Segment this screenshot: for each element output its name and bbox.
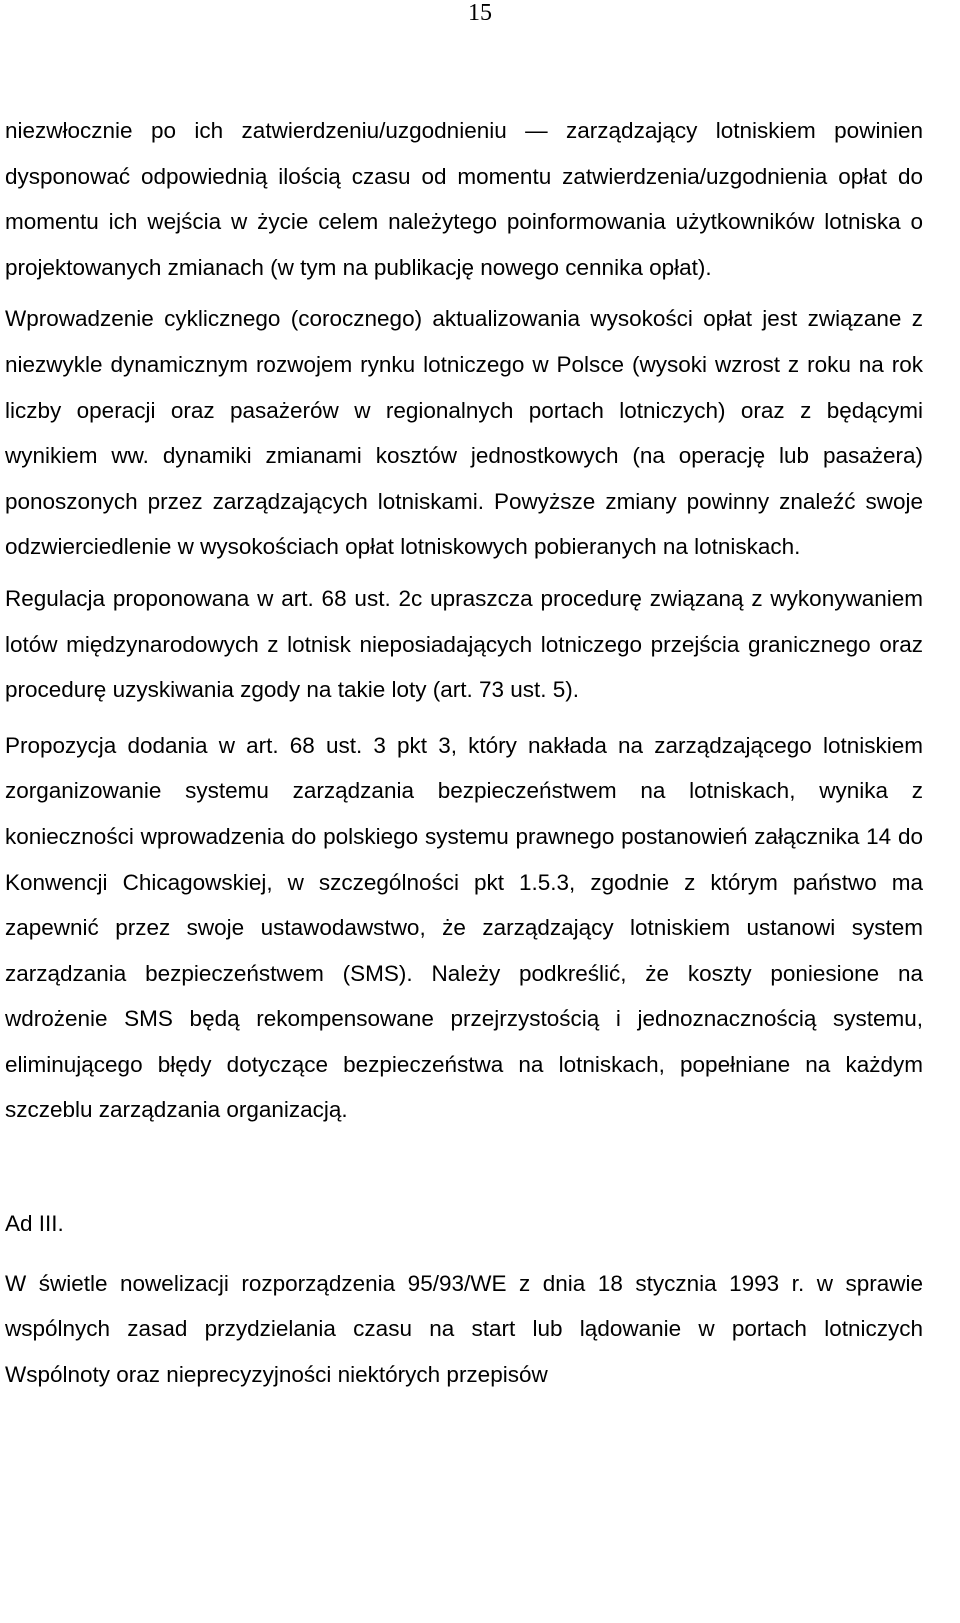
paragraph-annual-fee-update: Wprowadzenie cyklicznego (corocznego) aktualizowania wysokości opłat jest związane z niezwykle dynamicznym rozwojem rynku lotniczego w Polsce (wysoki wzrost z roku na rok liczby operacji oraz pasażerów w regionalnych portach lotniczych) oraz z będącymi wynikiem ww. dynamiki zmianami kosztów jednostkowych (na operację lub pasażera) ponoszonych przez zarządzających lotniskami. Powyższe zmiany powinny znaleźć swoje odzwierciedlenie w wysokościach opłat lotniskowych pobieranych na lotniskach.	[5, 306, 923, 560]
paragraph-art-68-3-pkt-3: Propozycja dodania w art. 68 ust. 3 pkt 3, który nakłada na zarządzającego lotniskiem zorganizowanie systemu zarządzania bezpieczeństwem na lotniskach, wynika z konieczności wprowadzenia do polskiego systemu prawnego postanowień załącznika 14 do Konwencji Chicagowskiej, w szczególności pkt 1.5.3, zgodnie z którym państwo ma zapewnić przez swoje ustawodawstwo, że zarządzający lotniskiem ustanowi system zarządzania bezpieczeństwem (SMS). Należy podkreślić, że koszty poniesione na wdrożenie SMS będą rekompensowane przejrzystością i jednoznacznością systemu, eliminującego błędy dotyczące bezpieczeństwa na lotniskach, popełniane na każdym szczeblu zarządzania organizacją.	[5, 732, 923, 1123]
page-number: 15	[468, 0, 492, 26]
section-heading-ad-iii: Ad III.	[5, 1211, 64, 1237]
document-body	[5, 108, 923, 1397]
paragraph-art-68-2c: Regulacja proponowana w art. 68 ust. 2c upraszcza procedurę związaną z wykonywaniem lotów międzynarodowych z lotnisk nieposiadających lotniczego przejścia granicznego oraz procedurę uzyskiwania zgody na takie loty (art. 73 ust. 5).	[5, 585, 923, 703]
paragraph-fee-approval: niezwłocznie po ich zatwierdzeniu/uzgodnieniu — zarządzający lotniskiem powinien dysponować odpowiednią ilością czasu od momentu zatwierdzenia/uzgodnienia opłat do momentu ich wejścia w życie celem należytego poinformowania użytkowników lotniska o projektowanych zmianach (w tym na publikację nowego cennika opłat).	[5, 118, 923, 280]
paragraph-ad-iii: W świetle nowelizacji rozporządzenia 95/93/WE z dnia 18 stycznia 1993 r. w sprawie wspólnych zasad przydzielania czasu na start lub lądowanie w portach lotniczych Wspólnoty oraz nieprecyzyjności niektórych przepisów	[5, 1270, 923, 1387]
